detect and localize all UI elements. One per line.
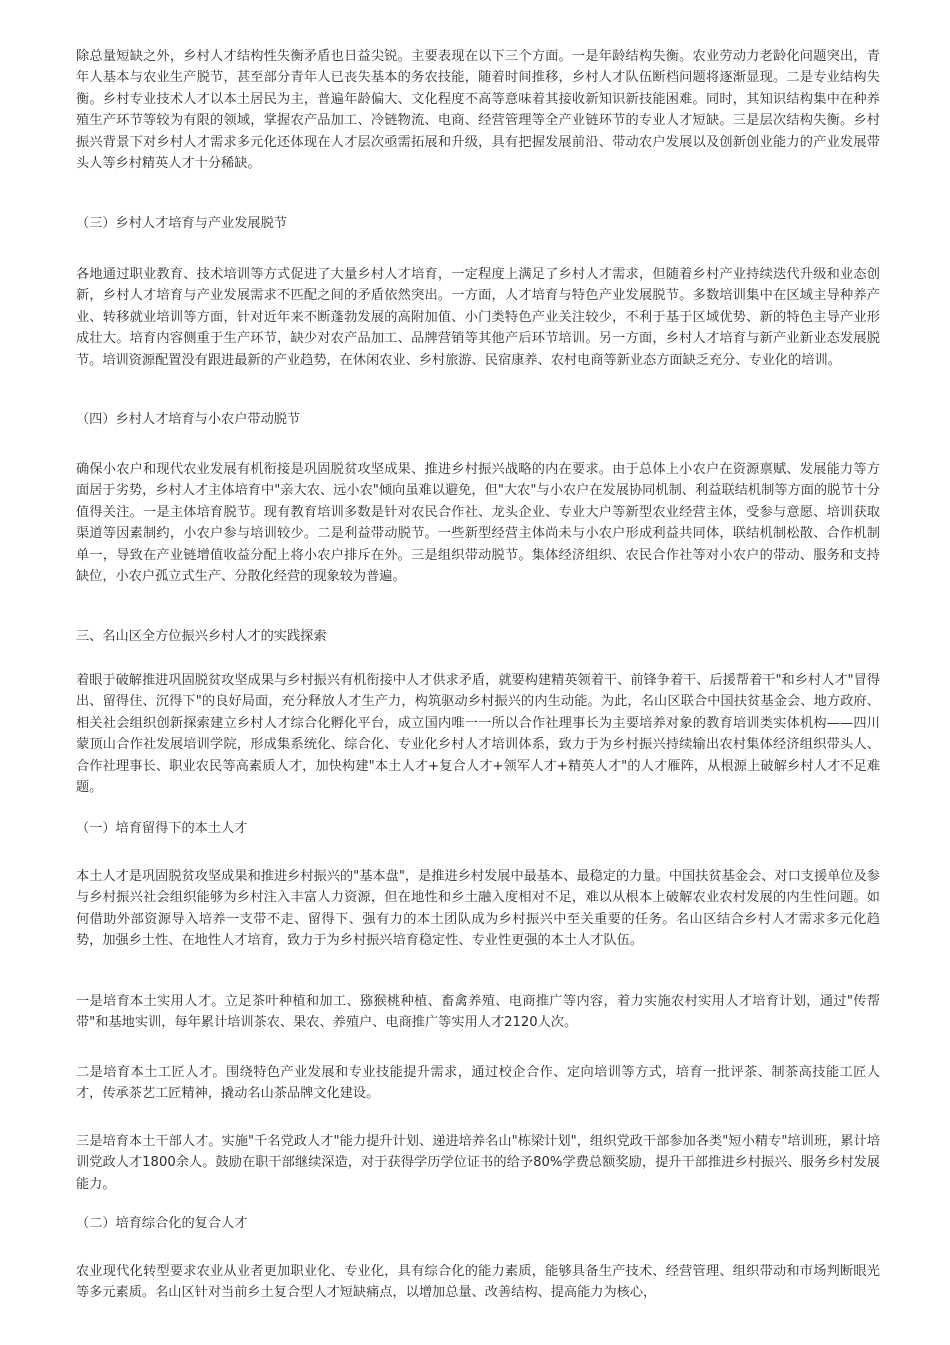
paragraph-industry-disconnect: 各地通过职业教育、技术培训等方式促进了大量乡村人才培育，一定程度上满足了乡村人才需求，但随着乡村产业持续迭代升级和业态创新，乡村人才培育与产业发展需求不匹配之间的矛盾依然突出。一方面，人才培育与特色产业发展脱节。多数培训集中在区域主导种养产业、转移就业培训等方面，针对近年来不断蓬勃发展的高附加值、小门类特色产业关注较少，不利于基于区域优势、新的特色主导产业形成壮大。培育内容侧重于生产环节，缺少对农产品加工、品牌营销等其他产后环节培训。另一方面，乡村人才培育与新产业新业态发展脱节。培训资源配置没有跟进最新的产业趋势，在休闲农业、乡村旅游、民宿康养、农村电商等新业态方面缺乏充分、专业化的培训。 [76,267,880,368]
paragraph-structural-imbalance: 除总量短缺之外，乡村人才结构性失衡矛盾也日益尖锐。主要表现在以下三个方面。一是年龄结构失衡。农业劳动力老龄化问题突出，青年人基本与农业生产脱节，甚至部分青年人已丧失基本的务农技能，随着时间推移，乡村人才队伍断档问题将逐渐显现。二是专业结构失衡。乡村专业技术人才以本土居民为主，普遍年龄偏大、文化程度不高等意味着其接收新知识新技能困难。同时，其知识结构集中在种养殖生产环节等较为有限的领域，掌握农产品加工、冷链物流、电商、经营管理等全产业链环节的专业人才短缺。三是层次结构失衡。乡村振兴背景下对乡村人才需求多元化还体现在人才层次亟需拓展和升级，具有把握发展前沿、带动农户发展以及创新创业能力的产业发展带头人等乡村精英人才十分稀缺。 [76,49,880,172]
section-heading-local-talent: （一）培育留得下的本土人才 [76,821,248,836]
paragraph-composite-talent: 农业现代化转型要求农业从业者更加职业化、专业化，具有综合化的能力素质，能够具备生产技术、经营管理、组织带动和市场判断眼光等多元素质。名山区针对当前乡土复合型人才短缺痛点，以增加总量、改善结构、提高能力为核心， [76,1264,880,1301]
section-heading-composite-talent: （二）培育综合化的复合人才 [76,1216,248,1231]
paragraph-smallholder-disconnect: 确保小农户和现代农业发展有机衔接是巩固脱贫攻坚成果、推进乡村振兴战略的内在要求。由于总体上小农户在资源禀赋、发展能力等方面居于劣势，乡村人才主体培育中"亲大农、远小农"倾向虽难以避免，但"大农"与小农户在发展协同机制、利益联结机制等方面的脱节十分值得关注。一是主体培育脱节。现有教育培训多数是针对农民合作社、龙头企业、专业大户等新型农业经营主体，受参与意愿、培训获取渠道等因素制约，小农户参与培训较少。二是利益带动脱节。一些新型经营主体尚未与小农户形成利益共同体，联结机制松散、合作机制单一，导致在产业链增值收益分配上将小农户排斥在外。三是组织带动脱节。集体经济组织、农民合作社等对小农户的带动、服务和支持缺位，小农户孤立式生产、分散化经营的现象较为普遍。 [76,462,880,585]
paragraph-cadre-talent: 三是培育本土干部人才。实施"千名党政人才"能力提升计划、递进培养名山"栋梁计划"，组织党政干部参加各类"短小精专"培训班，累计培训党政人才1800余人。鼓励在职干部继续深造，对于获得学历学位证书的给予80%学费总额奖励，提升干部推进乡村振兴、服务乡村发展能力。 [76,1134,880,1192]
paragraph-practical-talent: 一是培育本土实用人才。立足茶叶种植和加工、猕猴桃种植、畜禽养殖、电商推广等内容，着力实施农村实用人才培育计划，通过"传帮带"和基地实训，每年累计培训茶农、果农、养殖户、电商推广等实用人才2120人次。 [76,994,880,1031]
paragraph-craftsman-talent: 二是培育本土工匠人才。围绕特色产业发展和专业技能提升需求，通过校企合作、定向培训等方式，培育一批评茶、制茶高技能工匠人才，传承茶艺工匠精神，撬动名山茶品牌文化建设。 [76,1065,880,1102]
section-heading-industry-disconnect: （三）乡村人才培育与产业发展脱节 [76,216,287,231]
paragraph-practice-intro: 着眼于破解推进巩固脱贫攻坚成果与乡村振兴有机衔接中人才供求矛盾，就要构建精英领着干、前锋争着干、后援帮着干"和乡村人才"冒得出、留得住、沉得下"的良好局面，充分释放人才生产力，构筑驱动乡村振兴的内生动能。为此，名山区联合中国扶贫基金会、地方政府、相关社会组织创新探索建立乡村人才综合化孵化平台，成立国内唯一一所以合作社理事长为主要培养对象的教育培训类实体机构——四川蒙顶山合作社发展培训学院，形成集系统化、综合化、专业化乡村人才培训体系，致力于为乡村振兴持续输出农村集体经济组织带头人、合作社理事长、职业农民等高素质人才，加快构建"本土人才+复合人才+领军人才+精英人才"的人才雁阵，从根源上破解乡村人才不足难题。 [76,673,880,796]
chapter-heading-practice: 三、名山区全方位振兴乡村人才的实践探索 [76,629,327,644]
section-heading-smallholder-disconnect: （四）乡村人才培育与小农户带动脱节 [76,412,301,427]
paragraph-local-talent: 本土人才是巩固脱贫攻坚成果和推进乡村振兴的"基本盘"，是推进乡村发展中最基本、最稳定的力量。中国扶贫基金会、对口支援单位及参与乡村振兴社会组织能够为乡村注入丰富人力资源，但在地性和乡土融入度相对不足，难以从根本上破解农业农村发展的内生性问题。如何借助外部资源导入培养一支带不走、留得下、强有力的本土团队成为乡村振兴中至关重要的任务。名山区结合乡村人才需求多元化趋势，加强乡土性、在地性人才培育，致力于为乡村振兴培育稳定性、专业性更强的本土人才队伍。 [76,869,880,949]
